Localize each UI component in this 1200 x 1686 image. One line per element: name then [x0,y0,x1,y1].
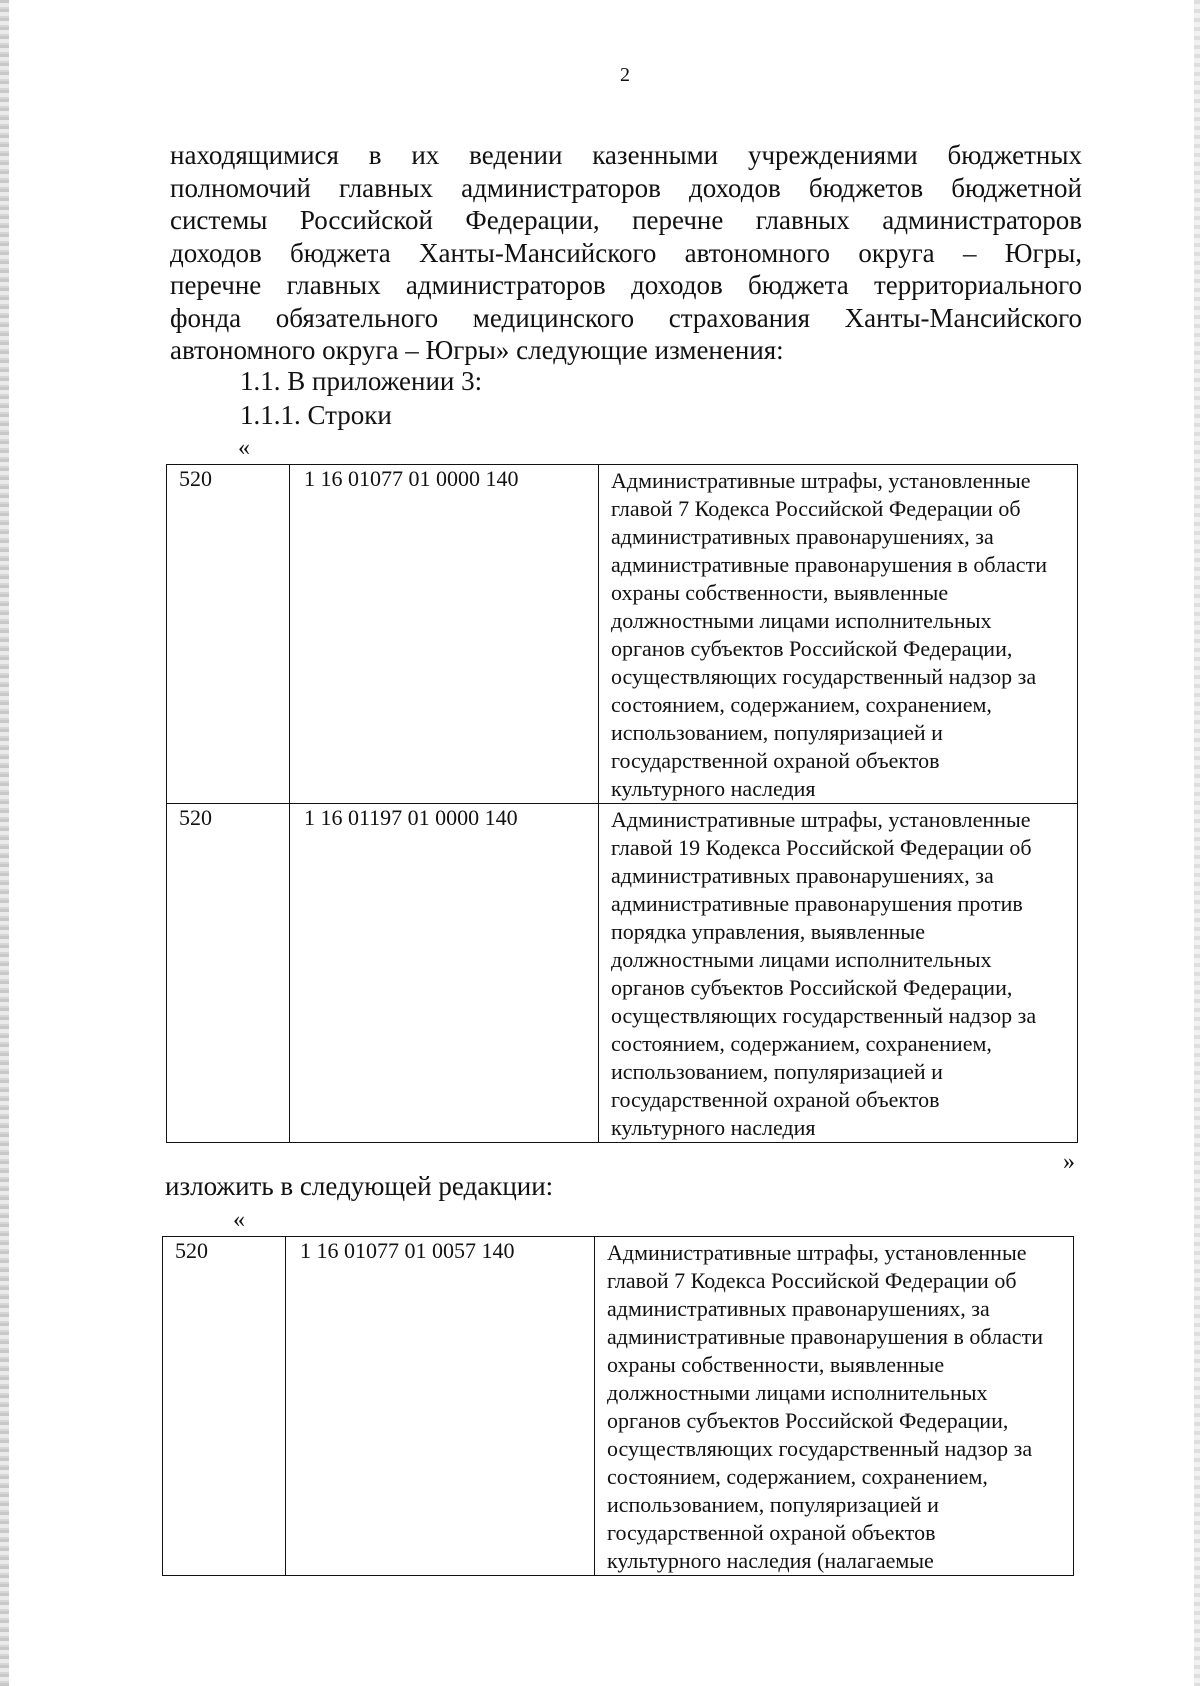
old-rows-table [166,464,1078,1143]
description-line: административных правонарушениях, за [607,1296,990,1321]
intro-line: полномочий главных администраторов доходов бюджетов бюджетной [170,172,1082,203]
description-line: Административные штрафы, установленные [607,1240,1027,1265]
table-row [167,465,1078,804]
description-line: осуществляющих государственный надзор за [611,1003,1037,1028]
kbk-cell: 1 16 01077 01 0000 140 [290,465,599,804]
scan-edge-left [0,0,9,1686]
transition-phrase: изложить в следующей редакции: [165,1171,554,1201]
item-1-1-1: 1.1.1. Строки [240,400,392,430]
close-quote-old: » [1063,1149,1075,1175]
description-line: использованием, популяризацией и [611,720,943,745]
table-row [163,1237,1074,1576]
description-line: административных правонарушениях, за [611,863,994,888]
description-line: порядка управления, выявленные [611,919,925,944]
item-1-1: 1.1. В приложении 3: [240,366,483,396]
description-line: органов субъектов Российской Федерации, [607,1408,1009,1433]
description-line: осуществляющих государственный надзор за [607,1436,1033,1461]
description-line: использованием, популяризацией и [607,1492,939,1517]
scan-edge-right [1194,0,1200,1686]
description-line: культурного наследия (налагаемые [607,1548,934,1573]
description-line: культурного наследия [611,776,816,801]
description-line: государственной охраной объектов [611,1087,940,1112]
intro-line: перечне главных администраторов доходов бюджета территориального [170,270,1082,300]
description-line: административные правонарушения против [611,891,1023,916]
new-rows-table [162,1236,1074,1576]
intro-line: находящимися в их ведении казенными учреждениями бюджетных [170,140,1082,170]
description-cell [599,465,1078,804]
admin-code-cell: 520 [167,465,290,804]
description-line: культурного наследия [611,1115,816,1140]
table-row [167,804,1078,1143]
description-line: главой 7 Кодекса Российской Федерации об [607,1268,1017,1293]
kbk-cell: 1 16 01077 01 0057 140 [286,1237,595,1576]
description-line: Административные штрафы, установленные [611,468,1031,493]
description-cell [599,804,1078,1143]
description-line: административных правонарушениях, за [611,524,994,549]
description-cell [595,1237,1074,1576]
intro-paragraph [170,139,1082,367]
description-line: главой 7 Кодекса Российской Федерации об [611,496,1021,521]
description-line: охраны собственности, выявленные [611,580,949,605]
description-line: органов субъектов Российской Федерации, [611,975,1013,1000]
open-quote-old: « [238,435,250,461]
intro-line: автономного округа – Югры» следующие изменения: [170,335,784,365]
description-line: главой 19 Кодекса Российской Федерации об [611,835,1032,860]
open-quote-new: « [233,1207,245,1233]
kbk-cell: 1 16 01197 01 0000 140 [290,804,599,1143]
description-line: состоянием, содержанием, сохранением, [607,1464,988,1489]
description-line: охраны собственности, выявленные [607,1352,945,1377]
description-line: состоянием, содержанием, сохранением, [611,1031,992,1056]
intro-line: системы Российской Федерации, перечне главных администраторов [170,205,1082,235]
description-line: должностными лицами исполнительных [611,947,992,972]
description-line: использованием, популяризацией и [611,1059,943,1084]
description-line: административные правонарушения в области [611,552,1047,577]
description-line: Административные штрафы, установленные [611,807,1031,832]
description-line: государственной охраной объектов [607,1520,936,1545]
intro-line: доходов бюджета Ханты-Мансийского автономного округа – Югры, [170,237,1082,268]
description-line: осуществляющих государственный надзор за [611,664,1037,689]
description-line: должностными лицами исполнительных [611,608,992,633]
description-line: должностными лицами исполнительных [607,1380,988,1405]
description-line: государственной охраной объектов [611,748,940,773]
admin-code-cell: 520 [163,1237,286,1576]
intro-line: фонда обязательного медицинского страхования Ханты-Мансийского [170,302,1082,333]
admin-code-cell: 520 [167,804,290,1143]
description-line: административные правонарушения в области [607,1324,1043,1349]
description-line: состоянием, содержанием, сохранением, [611,692,992,717]
description-line: органов субъектов Российской Федерации, [611,636,1013,661]
page-number: 2 [620,64,630,86]
